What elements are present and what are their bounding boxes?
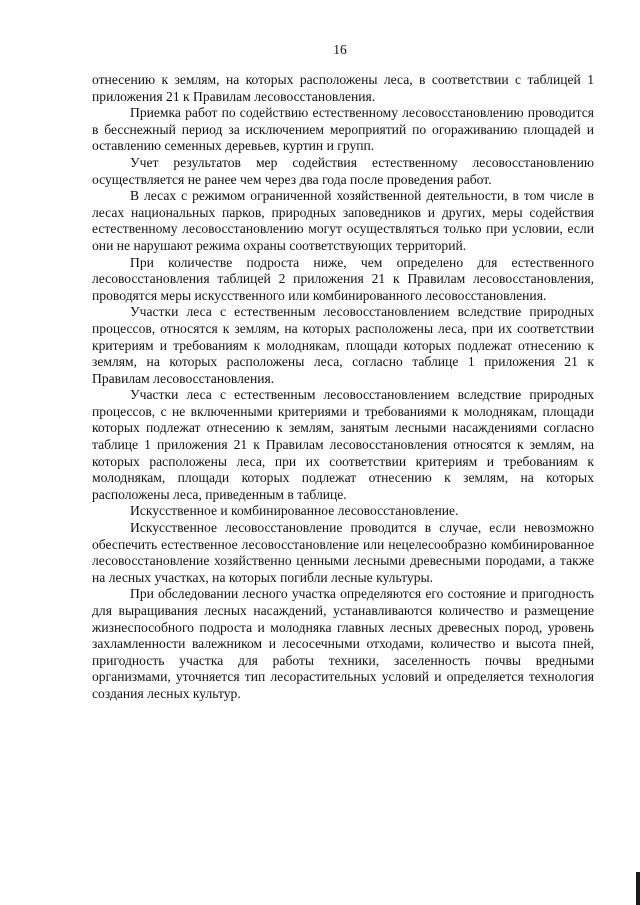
paragraph-10: При обследовании лесного участка определяются его состояние и пригодность для выращивания лесных насаждений, устанавливаются количество и размещение жизнеспособного подроста и молодняка главных лесных древесных пород, уровень захламленности валежником и лесосечными отходами, количество и высота пней, пригодность участка для работы техники, заселенность почвы вредными организмами, уточняется тип лесорастительных условий и определяется технология создания лесных культур.	[92, 586, 594, 701]
paragraph-8: Искусственное и комбинированное лесовосстановление.	[130, 503, 459, 519]
paragraph-5: При количестве подроста ниже, чем определено для естественного лесовосстановления таблицей 2 приложения 21 к Правилам лесовосстановления, проводятся меры искусственного или комбинированного лесовосстановления.	[92, 254, 594, 303]
paragraph-7: Участки леса с естественным лесовосстановлением вследствие природных процессов, с не включенными критериями и требованиями к молоднякам, площади которых подлежат отнесению к землям, занятым лесными насаждениями согласно таблице 1 приложения 21 к Правилам лесовосстановления относятся к землям, на которых расположены леса, при их соответствии критериям и требованиям к молоднякам, площади которых подлежат отнесению к землям, на которых расположены леса, приведенным в таблице.	[92, 387, 594, 502]
page-number: 16	[333, 42, 347, 57]
body-text	[92, 72, 594, 703]
scan-edge-mark	[636, 872, 640, 905]
paragraph-9: Искусственное лесовосстановление проводится в случае, если невозможно обеспечить естественное лесовосстановление или нецелесообразно комбинированное лесовосстановление хозяйственно ценными лесными древесными породами, а также на лесных участках, на которых погибли лесные культуры.	[92, 520, 594, 585]
paragraph-1: отнесению к землям, на которых расположены леса, в соответствии с таблицей 1 приложения 21 к Правилам лесовосстановления.	[92, 72, 594, 104]
paragraph-3: Учет результатов мер содействия естественному лесовосстановлению осуществляется не ранее чем через два года после проведения работ.	[92, 154, 594, 187]
paragraph-2: Приемка работ по содействию естественному лесовосстановлению проводится в бесснежный период за исключением мероприятий по огораживанию площадей и оставлению семенных деревьев, куртин и групп.	[92, 105, 594, 154]
paragraph-6: Участки леса с естественным лесовосстановлением вследствие природных процессов, относятся к землям, на которых расположены леса, при их соответствии критериям и требованиям к молоднякам, площади которых подлежат отнесению к землям, на которых расположены леса, согласно таблице 1 приложения 21 к Правилам лесовосстановления.	[92, 304, 594, 386]
paragraph-4: В лесах с режимом ограниченной хозяйственной деятельности, в том числе в лесах национальных парков, природных заповедников и других, меры содействия естественному лесовосстановлению могут осуществляться только при условии, если они не нарушают режима охраны соответствующих территорий.	[92, 188, 594, 253]
